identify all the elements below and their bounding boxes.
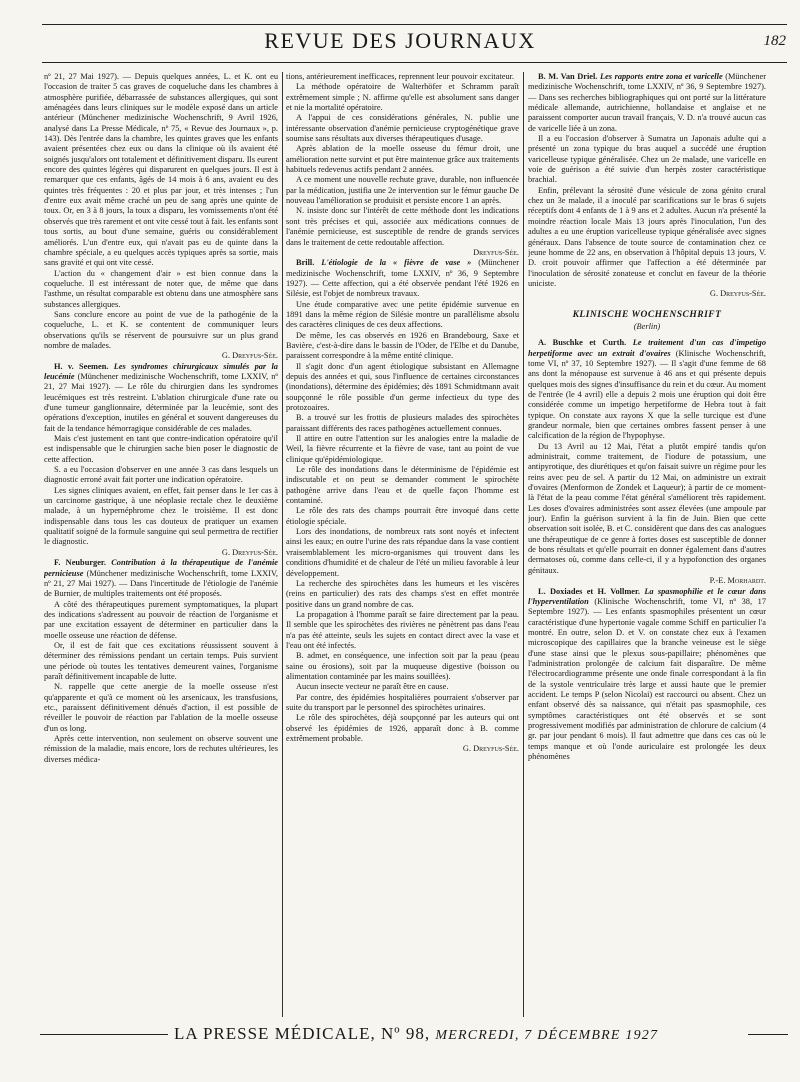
paragraph: Il a eu l'occasion d'observer à Sumatra un Japonais adulte qui a présenté un zona typique du bras auquel a succédé une éruption varicelleuse typique généralisée. Chez un 2e malade, une varicelle en voie de guérison a été suivie d'un herpès zoster caractéristique brachial. — [528, 134, 766, 185]
article-title: Les syndromes chirurgicaux simulés par la leucémie — [44, 361, 278, 381]
paragraph: La propagation à l'homme paraît se faire directement par la peau. Il semble que les spirochètes des rivières ne pénètrent pas dans l'eau n'a pas été atteinte, seuls les sujets en contact direct avec la vase et l'eau ont été infectés. — [286, 609, 519, 650]
article-source: (Münchener medizinische Wochenschrift, tome LXXIV, nº 21, 27 Mai 1927). — — [44, 568, 278, 588]
article-heading — [528, 72, 766, 134]
paragraph: Il s'agit donc d'un agent étiologique subsistant en Allemagne depuis des années et qui, sous l'influence de certaines circonstances (inondations), détermine des épidémies; dès 1891 Schmidtmann avait soupçonné le rôle possible d'un germe infectieux du type des protozoaires. — [286, 361, 519, 412]
signature: G. Dreyfus-Sée. — [221, 547, 278, 557]
paragraph: Enfin, prélevant la sérosité d'une vésicule de zona génito crural chez un 3e malade, il a inoculé par scarifications sur le bras 6 sujets réceptifs dont 4 enfants de 1 à 9 ans et 2 adultes. Aucun n'a présenté la moindre réaction locale Mais 13 jours après l'inoculation, l'un des adultes a eu une éruption varicelleuse typique généralisée avec signes généraux. Dans l'absence de toute source de contamination chez ce jeune homme de 22 ans, en observation à l'hôpital depuis 13 jours, V. D. croit pouvoir affirmer que l'affection a été déterminée par l'inoculation de sérosité zonateuse et conclut en faveur de la théorie uniciste. — [528, 185, 766, 288]
article-text: Dans ses recherches bibliographiques qui ont porté sur la littérature médicale allemande, autrichienne, hollandaise et anglaise et ne paraissent comporter aucun travail français, V. D. n'a trouvé aucun cas de varicelle liée à un zona. — [528, 92, 766, 133]
paragraph: L'action du « changement d'air » est bien connue dans la coqueluche. Il est intéressant de noter que, de même que dans l'asthme, un résultat comparable est obtenu dans une atmosphère sans substances allergiques. — [44, 268, 278, 309]
footer-imprint — [174, 1024, 658, 1044]
footer-date: MERCREDI, 7 DÉCEMBRE 1927 — [435, 1028, 659, 1043]
paragraph: N. insiste donc sur l'intérêt de cette méthode dont les indications sont très précises et qui, associée aux médications connues de l'anémie pernicieuse, est susceptible de rendre de grands services dans le traitement de cette redoutable affection. — [286, 206, 519, 247]
paragraph: B. a trouvé sur les frottis de plusieurs malades des spirochètes paraissant différents des races pathogènes actuellement connues. — [286, 413, 519, 433]
paragraph: Le rôle des spirochètes, déjà soupçonné par les auteurs qui ont observé les épidémies de 1926, apparaît donc à B. comme extrêmement probable. — [286, 713, 519, 743]
article-author: L. Doxiades et H. Vollmer. — [538, 586, 640, 596]
paragraph: tions, antérieurement inefficaces, reprennent leur pouvoir excitateur. — [286, 72, 515, 81]
article-text: Il s'agit d'une femme de 68 ans dont la ménopause est survenue à 46 ans et qui présente depuis quelques mois des signes d'insuffisance du rein et du cœur. Au moment de l'entrée (le 4 avril) elle a depuis 2 mois une éruption qui doit être considérée comme un impetigo herpetiforme de Hebra tout à fait typique. On constate aux rayons X que la selle turcique est d'une grandeur normale, bien que certaines ombres fassent penser à une calcification de la région de l'hypophyse. — [528, 358, 766, 441]
article-heading — [286, 258, 519, 299]
paragraph: Les signes cliniques avaient, en effet, fait penser dans le 1er cas à un carcinome gastrique, à une néoplasie rectale chez le deuxième malade, à un hypernéphrome chez le troisième. Il est donc indispensable dans tous les cas douteux de pratiquer un examen qualitatif soigné de la formule sanguine qui seul permettra de rectifier le diagnostic. — [44, 485, 278, 547]
article-text: Cette affection, qui a été observée pendant l'été 1926 en Silésie, est l'objet de nombreux travaux. — [286, 278, 519, 299]
paragraph: Le rôle des rats des champs pourrait être invoqué dans cette étiologie spéciale. — [286, 506, 519, 526]
article-author: Brill. — [296, 258, 315, 268]
paragraph: Mais c'est justement en tant que contre-indication opératoire qu'il est indispensable que le chirurgien sache bien poser le diagnostic de cette affection. — [44, 434, 278, 464]
page-number: 182 — [763, 33, 786, 49]
article-source: (Klinische Wochenschrift, tome VI, nº 37, 10 Septembre 1927). — — [528, 348, 766, 368]
text-column-right — [528, 72, 766, 1020]
article-text: Les enfants spasmophiles présentent un cœur caractéristique d'une hypertonie vagale comme Schiff en particulier l'a montré. En outre, selon D. et V. on constate chez eux à l'examen microscopique des capillaires que la branche veineuse est le siège d'une stase ainsi que le plexus sous-papillaire; phénomènes que l'administration prolongée de calcium fait disparaître. De même l'électrocardiogramme présente une onde finale correspondant à la fin de la systole ventriculaire très large et aussi haute que le premier accident. Le temps P (selon Nicolai) est raccourci ou absent. Chez un enfant observé dès sa naissance, qui n'était pas spasmophile, ces symptômes caractéristiques ont été observés et se sont progressivement modifiés par administration de chlorure de calcium (4 gr. par jour pendant 6 mois). Il faut admettre que dans ces cas où le temps manque et où l'onde auriculaire est prolongée les deux phénomènes — [528, 607, 766, 761]
paragraph: A l'appui de ces considérations générales, N. publie une intéressante observation d'anémie pernicieuse cryptogénétique grave soumise sans résultats aux diverses thérapeutiques d'usage. — [286, 113, 519, 144]
article-text: Dans l'incertitude de l'étiologie de l'anémie de Burnier, de multiples traitements ont été proposés. — [44, 578, 278, 599]
article-heading — [44, 362, 278, 434]
paragraph: Or, il est de fait que ces excitations réussissent souvent à déterminer des rémissions pendant un certain temps. Puis survient une période où toutes les tentatives demeurent vaines, l'organisme paraît définitivement incapable de lutte. — [44, 640, 278, 681]
signature: Dreyfus-Sée. — [473, 247, 519, 257]
article-title: Le traitement d'un cas d'impetigo herpetiforme avec un extrait d'ovaires — [528, 338, 766, 358]
paragraph: B. admet, en conséquence, une infection soit par la peau (peau saine ou érosions), soit par la muqueuse digestive (boisson ou alimentation contaminée par les mains souillées). — [286, 651, 519, 681]
paragraph: A ce moment une nouvelle rechute grave, durable, non influencée par la médication, justifia une 2e intervention sur le fémur gauche De nouveau l'amélioration se produisit et persiste encore 1 an après. — [286, 175, 519, 206]
header-rule-top — [42, 24, 787, 25]
article-title: La spasmophilie et le cœur dans l'hyperventilation — [528, 586, 766, 606]
paragraph: A côté des thérapeutiques purement symptomatiques, la plupart des indications s'adressent au pouvoir de réaction de l'organisme et par une excitation essayent de déterminer en particulier dans la moelle osseuse une réaction de défense. — [44, 599, 278, 640]
paragraph: S. a eu l'occasion d'observer en une année 3 cas dans lesquels un diagnostic erroné avait fait porter une indication opératoire. — [44, 465, 278, 485]
paragraph: Une étude comparative avec une petite épidémie survenue en 1891 dans la même région de Silésie montre un parallélisme absolu des caractères cliniques de ces deux affections. — [286, 299, 519, 330]
article-heading — [44, 558, 278, 599]
article-text: Le rôle du chirurgien dans les syndromes leucémiques est très restreint. L'ablation chirurgicale d'une rate ou d'une tumeur ganglionnaire, déterminée par la leucémie, sont des opérations d'exception, inutiles en général et souvent dangereuses du fait de la tendance hémorragique considérable de ces malades. — [44, 382, 278, 433]
paragraph: Aucun insecte vecteur ne paraît être en cause. — [296, 682, 449, 692]
paragraph: Le rôle des inondations dans le déterminisme de l'épidémie est indiscutable et on peut se demander comment le spirochète pathogène arrive dans l'eau et de quelle façon l'homme est contaminé. — [286, 465, 519, 506]
article-heading — [528, 587, 766, 763]
footer-rule — [748, 1034, 788, 1035]
signature: P.-E. Morhardt. — [709, 576, 766, 586]
paragraph: Par contre, des épidémies hospitalières pourraient s'observer par suite du transport par le personnel des spirochètes urinaires. — [286, 692, 519, 712]
signature: G. Dreyfus-Sée. — [462, 744, 519, 754]
section-heading: KLINISCHE WOCHENSCHRIFT — [572, 309, 722, 320]
paragraph: Il attire en outre l'attention sur les analogies entre la maladie de Weil, la fièvre récurrente et la fièvre de vase, tant au point de vue clinique qu'épidémiologique. — [286, 434, 519, 464]
paragraph: La recherche des spirochètes dans les humeurs et les viscères (reins en particulier) des rats des champs s'est en effet montrée positive dans un grand nombre de cas. — [286, 578, 519, 609]
article-source: (Münchener medizinische Wochenschrift, tome LXXIV, nº 21, 27 Mai 1927). — — [44, 371, 278, 392]
paragraph: De même, les cas observés en 1926 en Brandebourg, Saxe et Bavière, c'est-à-dire dans le bassin de l'Oder, de l'Elbe et du Danube, paraissent correspondre à la même entité clinique. — [286, 330, 519, 361]
paragraph: Lors des inondations, de nombreux rats sont noyés et infectent ainsi les eaux; en outre l'urine des rats répandue dans la vase contient vraisemblablement les micro-organismes qui trouvent dans les conditions d'humidité et de chaleur de l'été un milieu favorable à leur développement. — [286, 527, 519, 578]
article-source: (Münchener medizinische Wochenschrift, tome LXXIV, nº 36, 9 Septembre 1927). — — [286, 258, 519, 288]
article-source: (Klinische Wochenschrift, tome VI, nº 38, 17 Septembre 1927). — — [528, 596, 766, 617]
header-rule-bottom — [42, 62, 787, 63]
column-divider — [523, 72, 524, 1017]
text-column-middle — [286, 72, 519, 1020]
article-title: Les rapports entre zona et varicelle — [599, 72, 723, 81]
paragraph: Après cette intervention, non seulement on observe souvent une rémission de la maladie, mais encore, lors de rechutes ultérieures, les diverses médica- — [44, 734, 278, 764]
paragraph: Après ablation de la moelle osseuse du fémur droit, une amélioration nette survint et put être maintenue grâce aux traitements habituels redevenus actifs pendant 2 années. — [286, 144, 519, 175]
signature: G. Dreyfus-Sée. — [221, 351, 278, 361]
paragraph: Sans conclure encore au point de vue de la pathogénie de la coqueluche, L. et K. se contentent de communiquer leurs observations qu'ils se réservent de poursuivre sur un plus grand nombre de malades. — [44, 309, 278, 350]
article-title: L'étiologie de la « fièvre de vase » — [321, 258, 472, 268]
article-source: (Münchener medizinische Wochenschrift, tome LXXIV, nº 36, 9 Septembre 1927). — — [528, 72, 766, 102]
paragraph: N. rappelle que cette anergie de la moelle osseuse n'est qu'apparente et qu'à ce moment où les arsenicaux, les transfusions, etc., paraissent définitivement dénués d'action, il est possible de réveiller le pouvoir de réaction par l'ablation de la moelle osseuse d'un os long. — [44, 682, 278, 733]
section-city: (Berlin) — [633, 321, 661, 331]
article-heading — [528, 338, 766, 441]
article-author: B. M. Van Driel. — [538, 72, 598, 81]
running-head: REVUE DES JOURNAUX — [264, 28, 536, 53]
signature: G. Dreyfus-Sée. — [709, 289, 766, 299]
footer-journal: LA PRESSE MÉDICALE, Nº 98, — [174, 1024, 431, 1043]
paragraph: Du 13 Avril au 12 Mai, l'état a plutôt empiré tandis qu'on administrait, comme traitement, de l'iodure de potassium, une antipyrotique, des diurétiques et qu'on faisait suivre un régime pour les reins avec peu de sel. A partir du 12 Mai, on administre un extrait d'ovaires (Menformon de Zondek et Laqueur); à partir de ce moment-là l'état de la peau comme l'état général s'améliorent très rapidement. Les doses d'ovaires administrées sont assez élevées (une ampoule par jour). Enfin la guérison survient à la fin de Juin. Bien que cette observation soit isolée, B. et C. considèrent que dans des cas analogues une thérapeutique de ce genre à fortes doses est susceptible de donner de bons résultats et qu'elle pourrait en donner également dans d'autres dermatoses où, comme dans celle-ci, il y a hypofonction des organes génitaux. — [528, 441, 766, 575]
article-author: A. Buschke et Curth. — [538, 338, 627, 348]
footer-rule — [40, 1034, 168, 1035]
article-title: Contribution à la thérapeutique de l'anémie pernicieuse — [44, 558, 278, 578]
column-divider — [282, 72, 283, 1017]
text-column-left — [44, 72, 278, 1020]
page-footer — [40, 1024, 788, 1046]
paragraph: La méthode opératoire de Walterhöfer et Schramm paraît extrêmement simple ; N. affirme qu'elle est absolument sans danger et nie la mortalité opératoire. — [286, 82, 519, 113]
paragraph: nº 21, 27 Mai 1927). — Depuis quelques années, L. et K. ont eu l'occasion de traiter 5 cas graves de coqueluche dans les chambres à atmosphère purifiée, débarrassée de substances allergiques, qui sont aménagées dans leurs cliniques sur le modèle exposé dans un article antérieur (Münchener medizinische Wochenschrift, 9 Avril 1926, analysé dans La Presse Médicale, nº 75, « Revue des Journaux », p. 143). Dès l'entrée dans la chambre, les quintes graves que les enfants avaient présentées chez eux ou dans la clinique où ils avaient été soignés jusqu'alors ont totalement et définitivement disparu. Ils eurent encore des quintes légères qui disparurent en quelques jours. Il est à remarquer que ces enfants, âgés de 14 mois à 6 ans, avaient eu des quintes très fréquentes : 20 et plus par jour, et très intenses ; l'un d'entre eux avait même craché un peu de sang après une quinte de toux. Or, en 3 à 8 jours, la toux a disparu, les vomissements n'ont été observés que très rarement et ont vite cessé tout à fait. les enfants sont tous sortis, au bout d'une semaine, guéris ou considérablement améliorés. L'un d'entre eux, qui n'avait pas eu de quinte dans la chambre spéciale, a eu quelques accès typiques après sa sortie, mais sans gravité et qui ont vite cessé. — [44, 72, 278, 268]
article-author: F. Neuburger. — [54, 558, 106, 568]
article-author: H. v. Seemen. — [54, 361, 109, 371]
